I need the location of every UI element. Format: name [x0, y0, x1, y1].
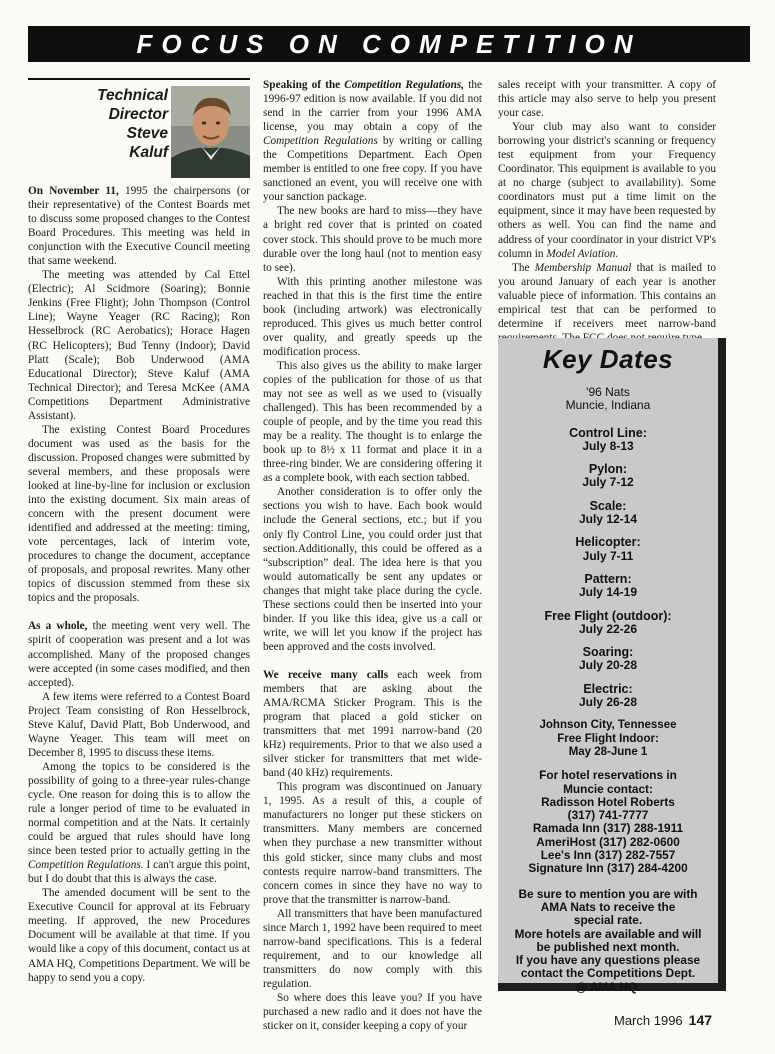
- key-dates-title: Key Dates: [542, 344, 674, 374]
- hotel-info: [498, 769, 718, 875]
- page-footer: [614, 1012, 712, 1028]
- indoor-event: Johnson City, Tennessee Free Flight Indoor: May 28-June 1: [539, 719, 677, 758]
- event-item: [498, 573, 718, 600]
- paragraph: This program was discontinued on January 1, 1995. As a result of this, a couple of manufacturers no longer put these stickers on transmitters. Many members are concerned when they purchase a new transmitter without this gold sticker, since many clubs and most contests require narrow-band transmitters. The concern comes in since they have no way to prove that the transmitter is narrow-band.: [263, 781, 482, 906]
- paragraph: The Membership Manual that is mailed to you around January of each year is another valuable piece of information. This contains an empirical test that can be performed to determine if receivers meet narrow-band: [498, 261, 716, 330]
- event-label: Electric:: [583, 681, 633, 696]
- note-line: be published next month.: [536, 939, 680, 954]
- note-line: If you have any questions please: [515, 953, 701, 968]
- paragraph: A few items were referred to a Contest Board Project Team consisting of Ron Hesselbrock, Steve Kaluf, David Platt, Bob Underwood, and Wayne Yeager. This team will meet on December 8, 1995 to discuss these items.: [28, 690, 250, 759]
- event-item: [498, 610, 718, 637]
- hotel-line: Lee's Inn (317) 282-7557: [540, 848, 676, 863]
- event-label: Soaring:: [582, 645, 634, 660]
- event-item: [498, 463, 718, 490]
- column-3: [498, 78, 716, 345]
- paragraph: As a whole, the meeting went very well. The spirit of cooperation was present and a lot was accomplished. Many of the proposed changes were accepted (in some cases modified, and then accepted).: [28, 620, 250, 689]
- event-item: [498, 536, 718, 563]
- event-date: July 14-19: [578, 585, 638, 600]
- section-banner: FOCUS ON COMPETITION: [28, 26, 750, 62]
- note-line: Be sure to mention you are with: [518, 886, 698, 901]
- event-date: July 12-14: [578, 512, 638, 527]
- note-line: @ AMA HQ.: [575, 979, 641, 994]
- event-label: Control Line:: [569, 425, 647, 440]
- event-date: July 7-11: [582, 548, 634, 563]
- page-number: 147: [688, 1012, 713, 1028]
- paragraph: The existing Contest Board Procedures document was used as the basis for the discussion. Proposed changes were submitted by several members, and these proposals were looked at line-by-line for inclusion or exclusion into the existing document. Six main areas of concern with the present document were identified and addressed at the meeting: timing, vote percentages, lack of interim vote, procedures to change the document, acceptance of proposals, and proposal rewrites. Many other topics of discussion stemmed from these six topics and the proposals.: [28, 423, 250, 605]
- event-label: Free Flight (outdoor):: [544, 608, 672, 623]
- event-label: Helicopter:: [575, 535, 641, 550]
- paragraph: Among the topics to be considered is the possibility of going to a three-year rules-change cycle. One reason for doing this is to allow the rule a longer period of time to be evaluated in normal competition and at the Nats. It certainly could be argued that rules should have long since been tested prior to actually getting in the Competition Regulations. I can't argue this point, but I do doubt that this is always the case.: [28, 760, 250, 886]
- hotel-line: Ramada Inn (317) 288-1911: [532, 821, 684, 836]
- author-photo: [171, 86, 250, 178]
- hotel-line: AmeriHost (317) 282-0600: [536, 834, 680, 849]
- paragraph: Your club may also want to consider borrowing your district's scanning or frequency test equipment from your Frequency Coordinator. This equipment is available to you at no charge (subject to availability). Some coordinators must put a time limit on the equipment, since it may have been requested by others as well. You can find the name and address of your coordinator in your district VP's column in Model Aviation.: [498, 121, 716, 260]
- paragraph: So where does this leave you? If you have purchased a new radio and it does not have the sticker on it, consider keeping a copy of your: [263, 992, 482, 1033]
- event-item: [498, 646, 718, 673]
- event-date: July 8-13: [582, 438, 634, 453]
- note-line: AMA Nats to receive the: [540, 899, 676, 914]
- paragraph: sales receipt with your transmitter. A copy of this article may also serve to help you present your case.: [498, 79, 716, 120]
- event-date: July 20-28: [578, 658, 638, 673]
- paragraph: We receive many calls each week from members that are asking about the AMA/RCMA Sticker Program. This is the program that placed a gold sticker on transmitters that met 1991 narrow-band (20 kHz) requirements. Prior to that we also used a silver sticker for transmitters that met wide-band (40 kHz) requirements.: [263, 668, 482, 780]
- paragraph: On November 11, 1995 the chairpersons (or their representative) of the Contest Boards met to discuss some proposed changes to the Contest Board Procedures. This meeting was held in conjunction with the Executive Council meeting that same weekend.: [28, 185, 250, 268]
- issue-date: March 1996: [614, 1013, 683, 1028]
- event-label: Pylon:: [588, 462, 628, 477]
- author-name: Technical Director Steve Kaluf: [97, 87, 168, 161]
- hotel-note: [498, 888, 718, 994]
- paragraph: The amended document will be sent to the Executive Council for approval at its February meeting. If approved, the new Procedures Document will be available at that time. If you would like a copy of this document, contact us at AMA HQ, Competitions Department. We will be happy to send you a copy.: [28, 887, 250, 984]
- paragraph: Another consideration is to offer only the sections you wish to have. Each book would include the General sections, etc.; but if you only fly Control Line, you could order just that section.Additionally, this could be offered as a “subscription” deal. The idea here is that you would automatically be sent any updates or changes that might take place during the cycle. These sections could then be inserted into your binder. If you like this idea, give us a call or write, we will let you know if the project has been approved and the costs involved.: [263, 486, 482, 653]
- event-list: [498, 427, 718, 710]
- paragraph: The meeting was attended by Cal Ettel (Electric); Al Scidmore (Soaring); Bonnie Jenkins (Free Flight); John Thompson (Control Line); Wayne Yeager (RC Racing); Ron Hesselbrock (RC Aerobatics); Horace Hagen (RC Helicopters); Bud Tenny (Indoor); David Platt (Scale); Bob Underwood (AMA Educational Director); Steve Kaluf (AMA Technical Director); and Teresa McKee (AMA Competitions Department Administrative Assistant).: [28, 269, 250, 422]
- event-date: July 22-26: [578, 621, 638, 636]
- paragraph: All transmitters that have been manufactured since March 1, 1992 have been required to meet narrow-band specifications. This is a federal requirement, and to our knowledge all transmitters do now comply with this regulation.: [263, 907, 482, 990]
- hotel-line: For hotel reservations in: [539, 768, 677, 783]
- key-dates-box: [498, 338, 726, 994]
- paragraph: With this printing another milestone was reached in that this is the first time the entire book (including artwork) was electronically reproduced. This gives us much better control over quality, and greatly speeds up the modification process.: [263, 275, 482, 358]
- nats-location: '96 Nats Muncie, Indiana: [565, 385, 651, 413]
- column-2: [263, 78, 482, 1033]
- paragraph: The new books are hard to miss—they have a bright red cover that is printed on coated cover stock. This should prove to be much more durable over the long haul (not to mention easy to see).: [263, 205, 482, 274]
- hotel-line: (317) 741-7777: [567, 808, 649, 823]
- event-label: Scale:: [589, 498, 627, 513]
- note-line: contact the Competitions Dept.: [520, 966, 696, 981]
- hotel-line: Signature Inn (317) 284-4200: [528, 861, 688, 876]
- author-header: [28, 78, 250, 180]
- column-1: [28, 184, 250, 985]
- hotel-line: Radisson Hotel Roberts: [541, 794, 675, 809]
- hotel-line: Muncie contact:: [563, 781, 653, 796]
- paragraph: This also gives us the ability to make larger copies of the publication for those of us that may not see as well as we used to (visually challenged). This has been recommended by a couple of people, and by the time you read this may be a reality. The thought is to enlarge the book up to 8½ x 11 format and place it in a three-ring binder. We are considering offering it as a complete book, with each section tabbed.: [263, 359, 482, 485]
- note-line: More hotels are available and will: [514, 926, 702, 941]
- event-label: Pattern:: [584, 571, 632, 586]
- event-item: [498, 683, 718, 710]
- note-line: special rate.: [573, 913, 643, 928]
- event-date: July 26-28: [578, 695, 638, 710]
- event-item: [498, 427, 718, 454]
- paragraph: Speaking of the Competition Regulations, the 1996-97 edition is now available. If you did not send in the carrier from your 1996 AMA license, you may obtain a copy of the Competition Regulations by writing or calling the Competitions Department. Each Open member is entitled to one free copy. If you have sanctioned an event, you will receive one with your sanction package.: [263, 79, 483, 204]
- event-item: [498, 500, 718, 527]
- event-date: July 7-12: [582, 475, 634, 490]
